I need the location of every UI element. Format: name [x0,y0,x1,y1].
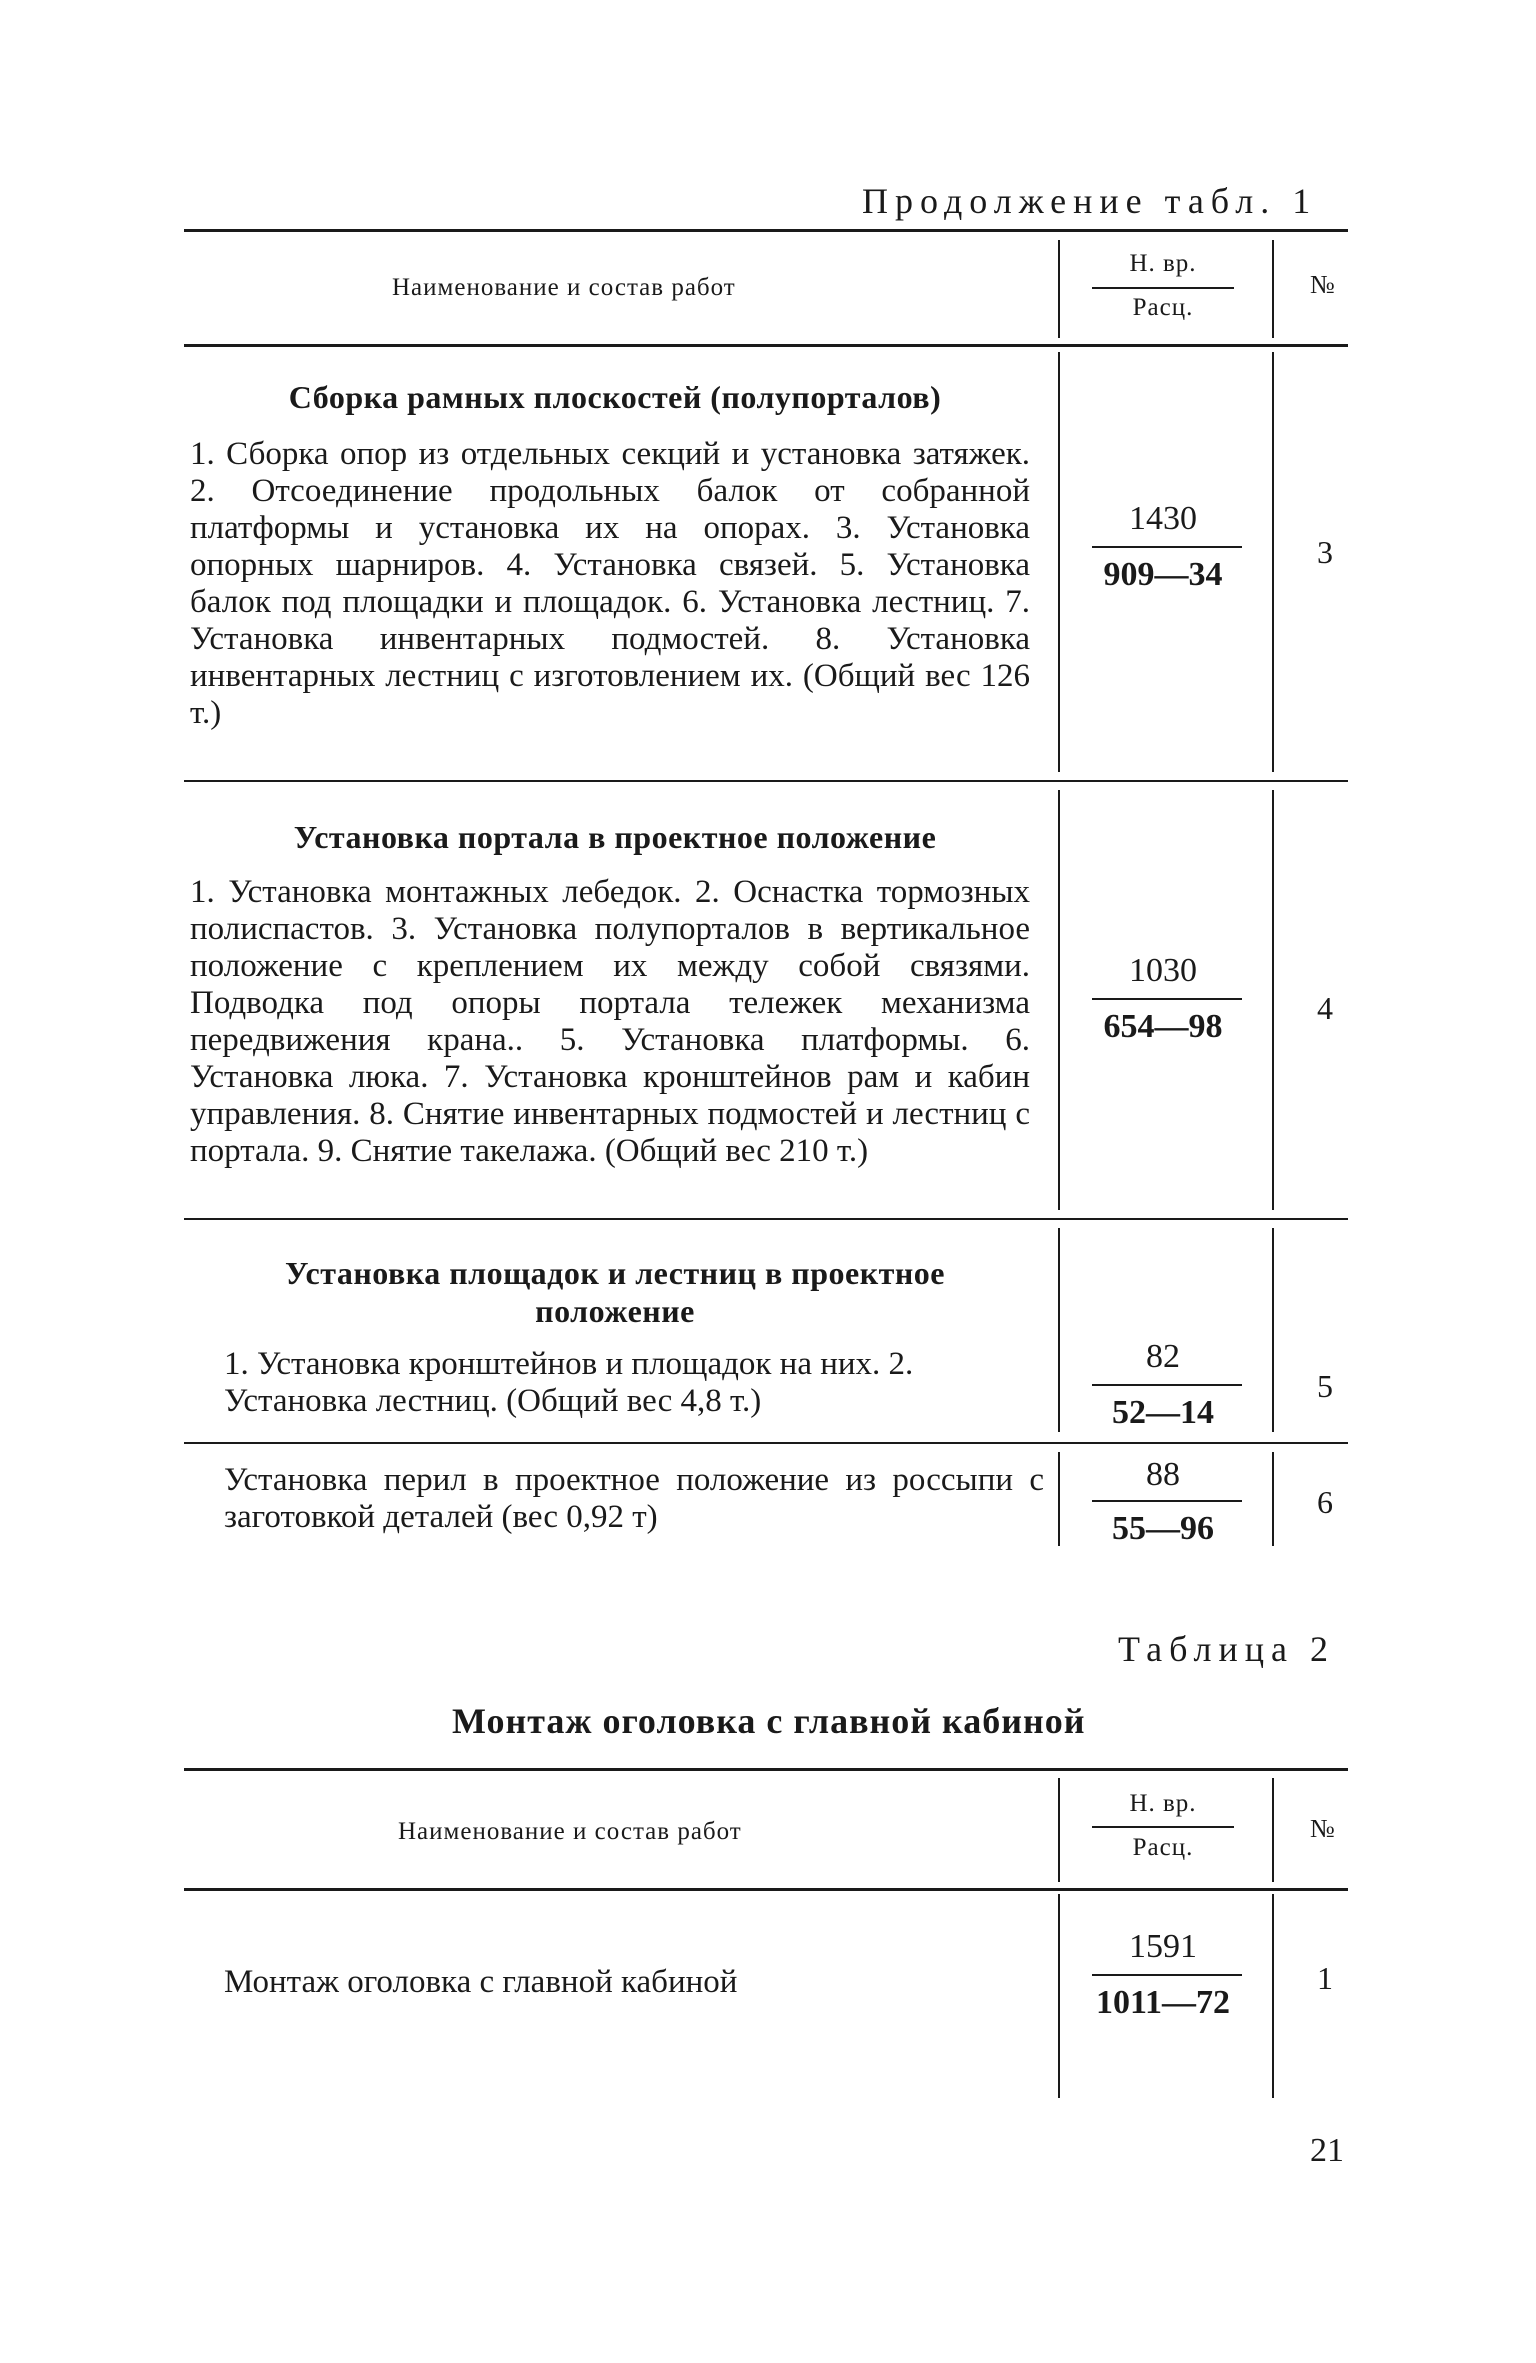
norm-value: 88 [1146,1456,1180,1493]
norm-value: 82 [1146,1338,1180,1375]
page-number: 21 [1310,2132,1344,2169]
table-2-header-fraction-line [1092,1826,1234,1828]
row-title: Установка площадок и лестниц в проектное положение [285,1255,945,1329]
row-divider [1272,1452,1274,1546]
row-title: Установка портала в проектное положение [293,819,937,855]
row-number: 1 [1317,1960,1333,1996]
row-number: 6 [1317,1484,1333,1520]
rate-value: 55—96 [1112,1510,1214,1547]
table-2-header-norm: Н. вр. [1129,1790,1197,1817]
row-rule [184,1442,1348,1444]
table-2-header-name: Наименование и состав работ [398,1818,742,1845]
table-row [190,818,1040,856]
fraction-line [1092,998,1242,1000]
row-divider [1058,1894,1060,2098]
rate-value: 52—14 [1112,1394,1214,1431]
table-2-header-number: № [1310,1814,1335,1843]
row-description: Установка перил в проектное положение из россыпи с заготовкой деталей (вес 0,92 т) [224,1462,1044,1535]
table-1-header-divider-2 [1272,240,1274,338]
table-1-header-divider-1 [1058,240,1060,338]
table-2-header-rate: Расц. [1132,1834,1194,1861]
row-description: 1. Установка монтажных лебедок. 2. Оснастка тормозных полиспастов. 3. Установка полупорталов в вертикальное положение с креплением их между собой связями. Подводка под опоры портала тележек механизма передвижения крана.. 5. Установка платформы. 6. Установка люка. 7. Установка кронштейнов рам и кабин управления. 8. Снятие инвентарных подмостей и лестниц с портала. 9. Снятие такелажа. (Общий вес 210 т.) [190,874,1030,1169]
norm-value: 1430 [1129,500,1197,537]
norm-value: 1591 [1129,1928,1197,1965]
table-1-header-norm: Н. вр. [1129,250,1197,277]
row-divider [1272,1894,1274,2098]
row-description: 1. Сборка опор из отдельных секций и установка затяжек. 2. Отсоединение продольных балок от собранной платформы и установка их на опорах. 3. Установка опорных шарниров. 4. Установка связей. 5. Установка балок под площадки и площадок. 6. Установка лестниц. 7. Установка инвентарных подмостей. 8. Установка инвентарных лестниц с изготовлением их. (Общий вес 126 т.) [190,436,1030,731]
table-2-top-rule [184,1768,1348,1771]
fraction-line [1092,1974,1242,1976]
row-divider [1058,790,1060,1210]
row-rule [184,780,1348,782]
continuation-caption: Продолжение табл. 1 [862,181,1318,221]
row-divider [1272,790,1274,1210]
table-2-title: Монтаж оголовка с главной кабиной [452,1701,1086,1741]
fraction-line [1092,1384,1242,1386]
table-row [190,378,1040,416]
rate-value: 1011—72 [1095,1984,1231,2021]
row-number: 3 [1317,534,1333,570]
row-divider [1058,1452,1060,1546]
row-number: 4 [1317,990,1333,1026]
table-row [220,1254,1010,1330]
row-description: 1. Установка кронштейнов и площадок на них. 2. Установка лестниц. (Общий вес 4,8 т.) [224,1346,914,1419]
table-2-caption: Таблица 2 [1118,1629,1335,1669]
row-divider [1272,1228,1274,1432]
table-1-header-number: № [1310,270,1335,299]
table-1-header-rule [184,344,1348,347]
row-number: 5 [1317,1368,1333,1404]
row-divider [1058,1228,1060,1432]
row-divider [1058,352,1060,772]
table-1-header-fraction-line [1092,287,1234,289]
norm-value: 1030 [1129,952,1197,989]
table-1-header-rate: Расц. [1132,294,1194,321]
row-divider [1272,352,1274,772]
fraction-line [1092,546,1242,548]
table-2-header-rule [184,1888,1348,1891]
table-1-top-rule [184,229,1348,232]
table-2-header-divider-1 [1058,1778,1060,1882]
row-description: Монтаж оголовка с главной кабиной [224,1964,738,2000]
row-title: Сборка рамных плоскостей (полупорталов) [288,379,942,415]
rate-value: 654—98 [1103,1008,1223,1045]
row-rule [184,1218,1348,1220]
table-2-header-divider-2 [1272,1778,1274,1882]
table-1-header-name: Наименование и состав работ [392,274,736,301]
rate-value: 909—34 [1103,556,1223,593]
fraction-line [1092,1500,1242,1502]
